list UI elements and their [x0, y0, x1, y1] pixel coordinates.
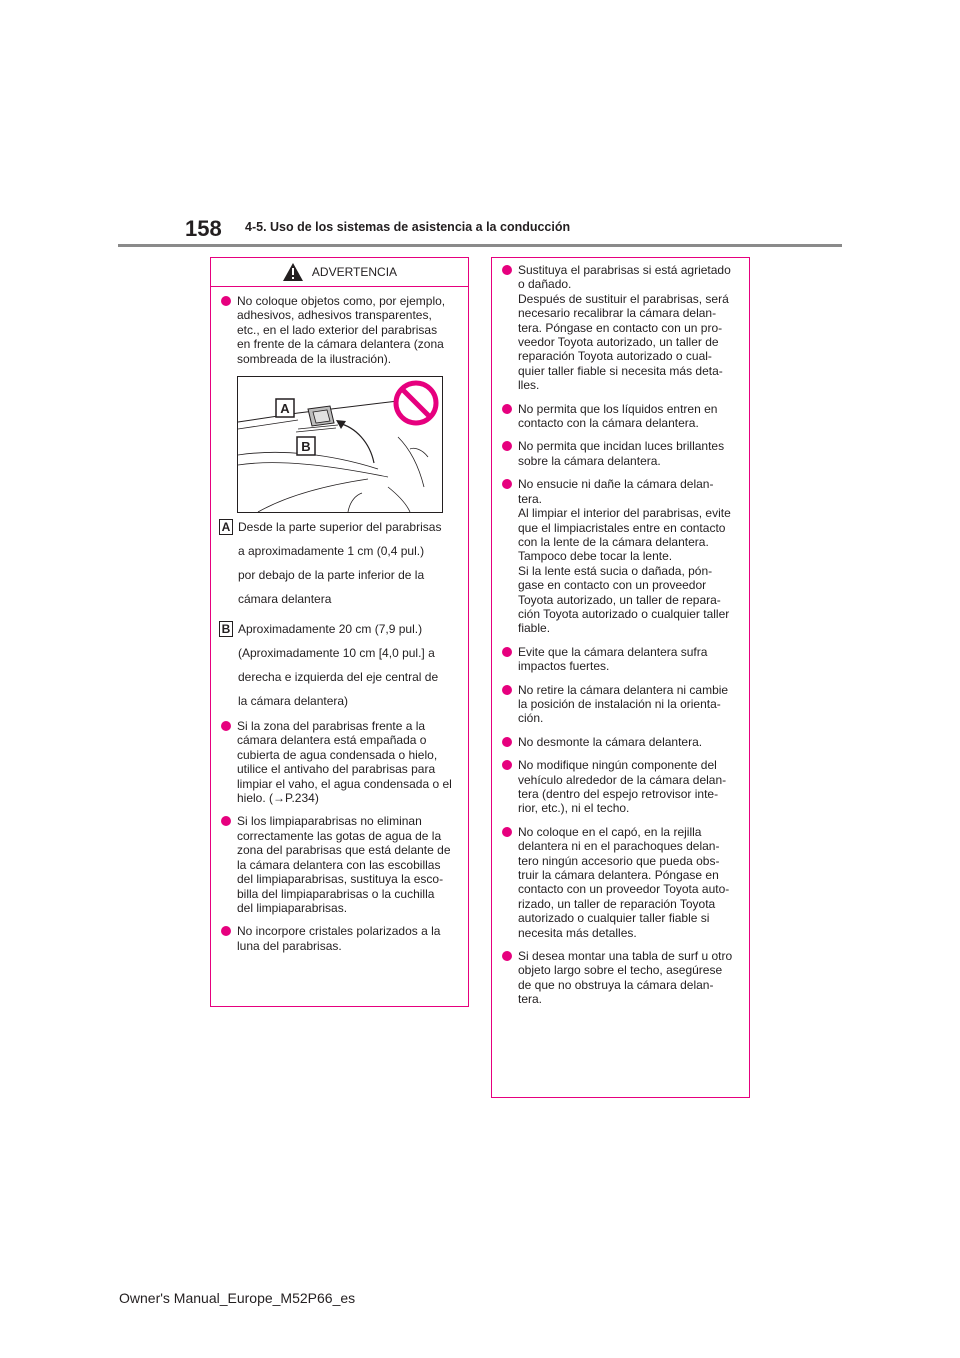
label-b-text: Aproximadamente 20 cm (7,9 pul.) [238, 622, 423, 637]
bullet-icon [502, 479, 512, 489]
list-item-text: No modifique ningún componente del vehículo alrededor de la cámara delan- tera (dentro del espejo retrovisor inte- rior, etc.), ni el techo. [518, 758, 727, 816]
label-b-marker: B [219, 621, 233, 637]
list-item-text: Si la zona del parabrisas frente a la cámara delantera está empañada o cubierta de agua condensada o hielo, utilice el antivaho del parabrisas para limpiar el vaho, el agua condensada o el hielo. (→P.234) [237, 719, 452, 806]
bullet-icon [502, 827, 512, 837]
label-a-line: a aproximadamente 1 cm (0,4 pul.) [238, 544, 425, 559]
list-item-text: Sustituya el parabrisas si está agrietado o dañado. Después de sustituir el parabrisas, será necesario recalibrar la cámara delan- tera. Póngase en contacto con un pro- veedor Toyota autorizado, un taller de reparación Toyota autorizado o cual- quier taller fiable si necesita más deta- lles. [518, 263, 731, 393]
label-a-row [219, 519, 460, 537]
list-item [500, 735, 741, 749]
footer-text: Owner's Manual_Europe_M52P66_es [119, 1290, 356, 1306]
list-item [219, 924, 460, 953]
warning-box-right [491, 257, 750, 1098]
bullet-icon [221, 816, 231, 826]
list-item [500, 683, 741, 726]
header-rule [118, 244, 842, 247]
list-item-text: No incorpore cristales polarizados a la luna del parabrisas. [237, 924, 441, 953]
bullet-icon [502, 760, 512, 770]
label-b-row [219, 621, 460, 639]
label-a-text: Desde la parte superior del parabrisas [238, 520, 442, 535]
windshield-illustration-svg [238, 377, 442, 512]
warning-header [211, 258, 468, 287]
list-item-text: No retire la cámara delantera ni cambie la posición de instalación ni la orienta- ción. [518, 682, 729, 726]
list-item [500, 758, 741, 816]
bullet-icon [502, 265, 512, 275]
list-item-text: Si desea montar una tabla de surf u otro objeto largo sobre el techo, asegúrese de que no obstruya la cámara delan- tera. [518, 949, 733, 1007]
list-item-text: No permita que incidan luces brillantes sobre la cámara delantera. [518, 439, 725, 468]
list-item-text: No permita que los líquidos entren en contacto con la cámara delantera. [518, 401, 718, 431]
page-number: 158 [185, 216, 222, 241]
warning-title: ADVERTENCIA [311, 265, 398, 279]
bullet-icon [502, 647, 512, 657]
bullet-icon [502, 685, 512, 695]
bullet-icon [502, 737, 512, 747]
section-title: 4-5. Uso de los sistemas de asistencia a la conducción [245, 220, 571, 234]
list-item [219, 814, 460, 915]
list-item [500, 477, 741, 635]
figure-label-a: A [280, 401, 290, 417]
list-item-text: Si los limpiaparabrisas no eliminan correctamente las gotas de agua de la zona del parabrisas que está delante de la cámara delantera con las escobillas del limpiaparabrisas, sustituya la esco- billa del limpiaparabrisas o la cuchilla del limpiaparabrisas. [237, 814, 451, 915]
label-a-marker: A [219, 519, 233, 535]
label-b-line: derecha e izquierda del eje central de [238, 670, 439, 685]
list-item-text: No ensucie ni dañe la cámara delan- tera. Al limpiar el interior del parabrisas, evite que el limpiacristales entre en contacto con la lente de la cámara delantera. Tampoco debe tocar la lente. Si la lente está sucia o dañada, pón- gase en contacto con un proveedor Toyota autorizado, un taller de repara- ción Toyota autorizado o cualquier taller fiable. [518, 477, 731, 636]
bullet-icon [221, 296, 231, 306]
label-b-line: la cámara delantera) [238, 694, 349, 709]
list-item-text: No coloque en el capó, en la rejilla delantera ni en el parachoques delan- tero ningún accesorio que pueda obs- truir la cámara delantera. Póngase en contacto con un proveedor Toyota auto- rizado, un taller de reparación Toyota autorizado o cualquier taller fiable si necesita más detalles. [518, 824, 730, 940]
warning-triangle-icon [282, 262, 304, 282]
list-item [500, 402, 741, 431]
list-item [219, 294, 460, 366]
list-item-text: Evite que la cámara delantera sufra impactos fuertes. [518, 644, 708, 674]
list-item-text: No desmonte la cámara delantera. [518, 734, 703, 749]
label-a-line: por debajo de la parte inferior de la [238, 568, 425, 583]
bullet-icon [502, 404, 512, 414]
list-item [219, 719, 460, 805]
list-item [500, 645, 741, 674]
warning-box-left [210, 257, 469, 1007]
list-item-text: No coloque objetos como, por ejemplo, adhesivos, adhesivos transparentes, etc., en el lado exterior del parabrisas en frente de la cámara delantera (zona sombreada de la ilustración). [237, 294, 446, 366]
list-item [500, 949, 741, 1007]
list-item [500, 825, 741, 940]
bullet-icon [502, 951, 512, 961]
list-item [500, 263, 741, 393]
label-b-line: (Aproximadamente 10 cm [4,0 pul.] a [238, 646, 435, 661]
windshield-camera-illustration [237, 376, 443, 513]
list-item [500, 439, 741, 468]
prohibition-icon [396, 383, 436, 423]
figure-label-b: B [301, 439, 311, 455]
bullet-icon [221, 721, 231, 731]
bullet-icon [221, 926, 231, 936]
bullet-icon [502, 441, 512, 451]
label-a-line: cámara delantera [238, 592, 332, 607]
